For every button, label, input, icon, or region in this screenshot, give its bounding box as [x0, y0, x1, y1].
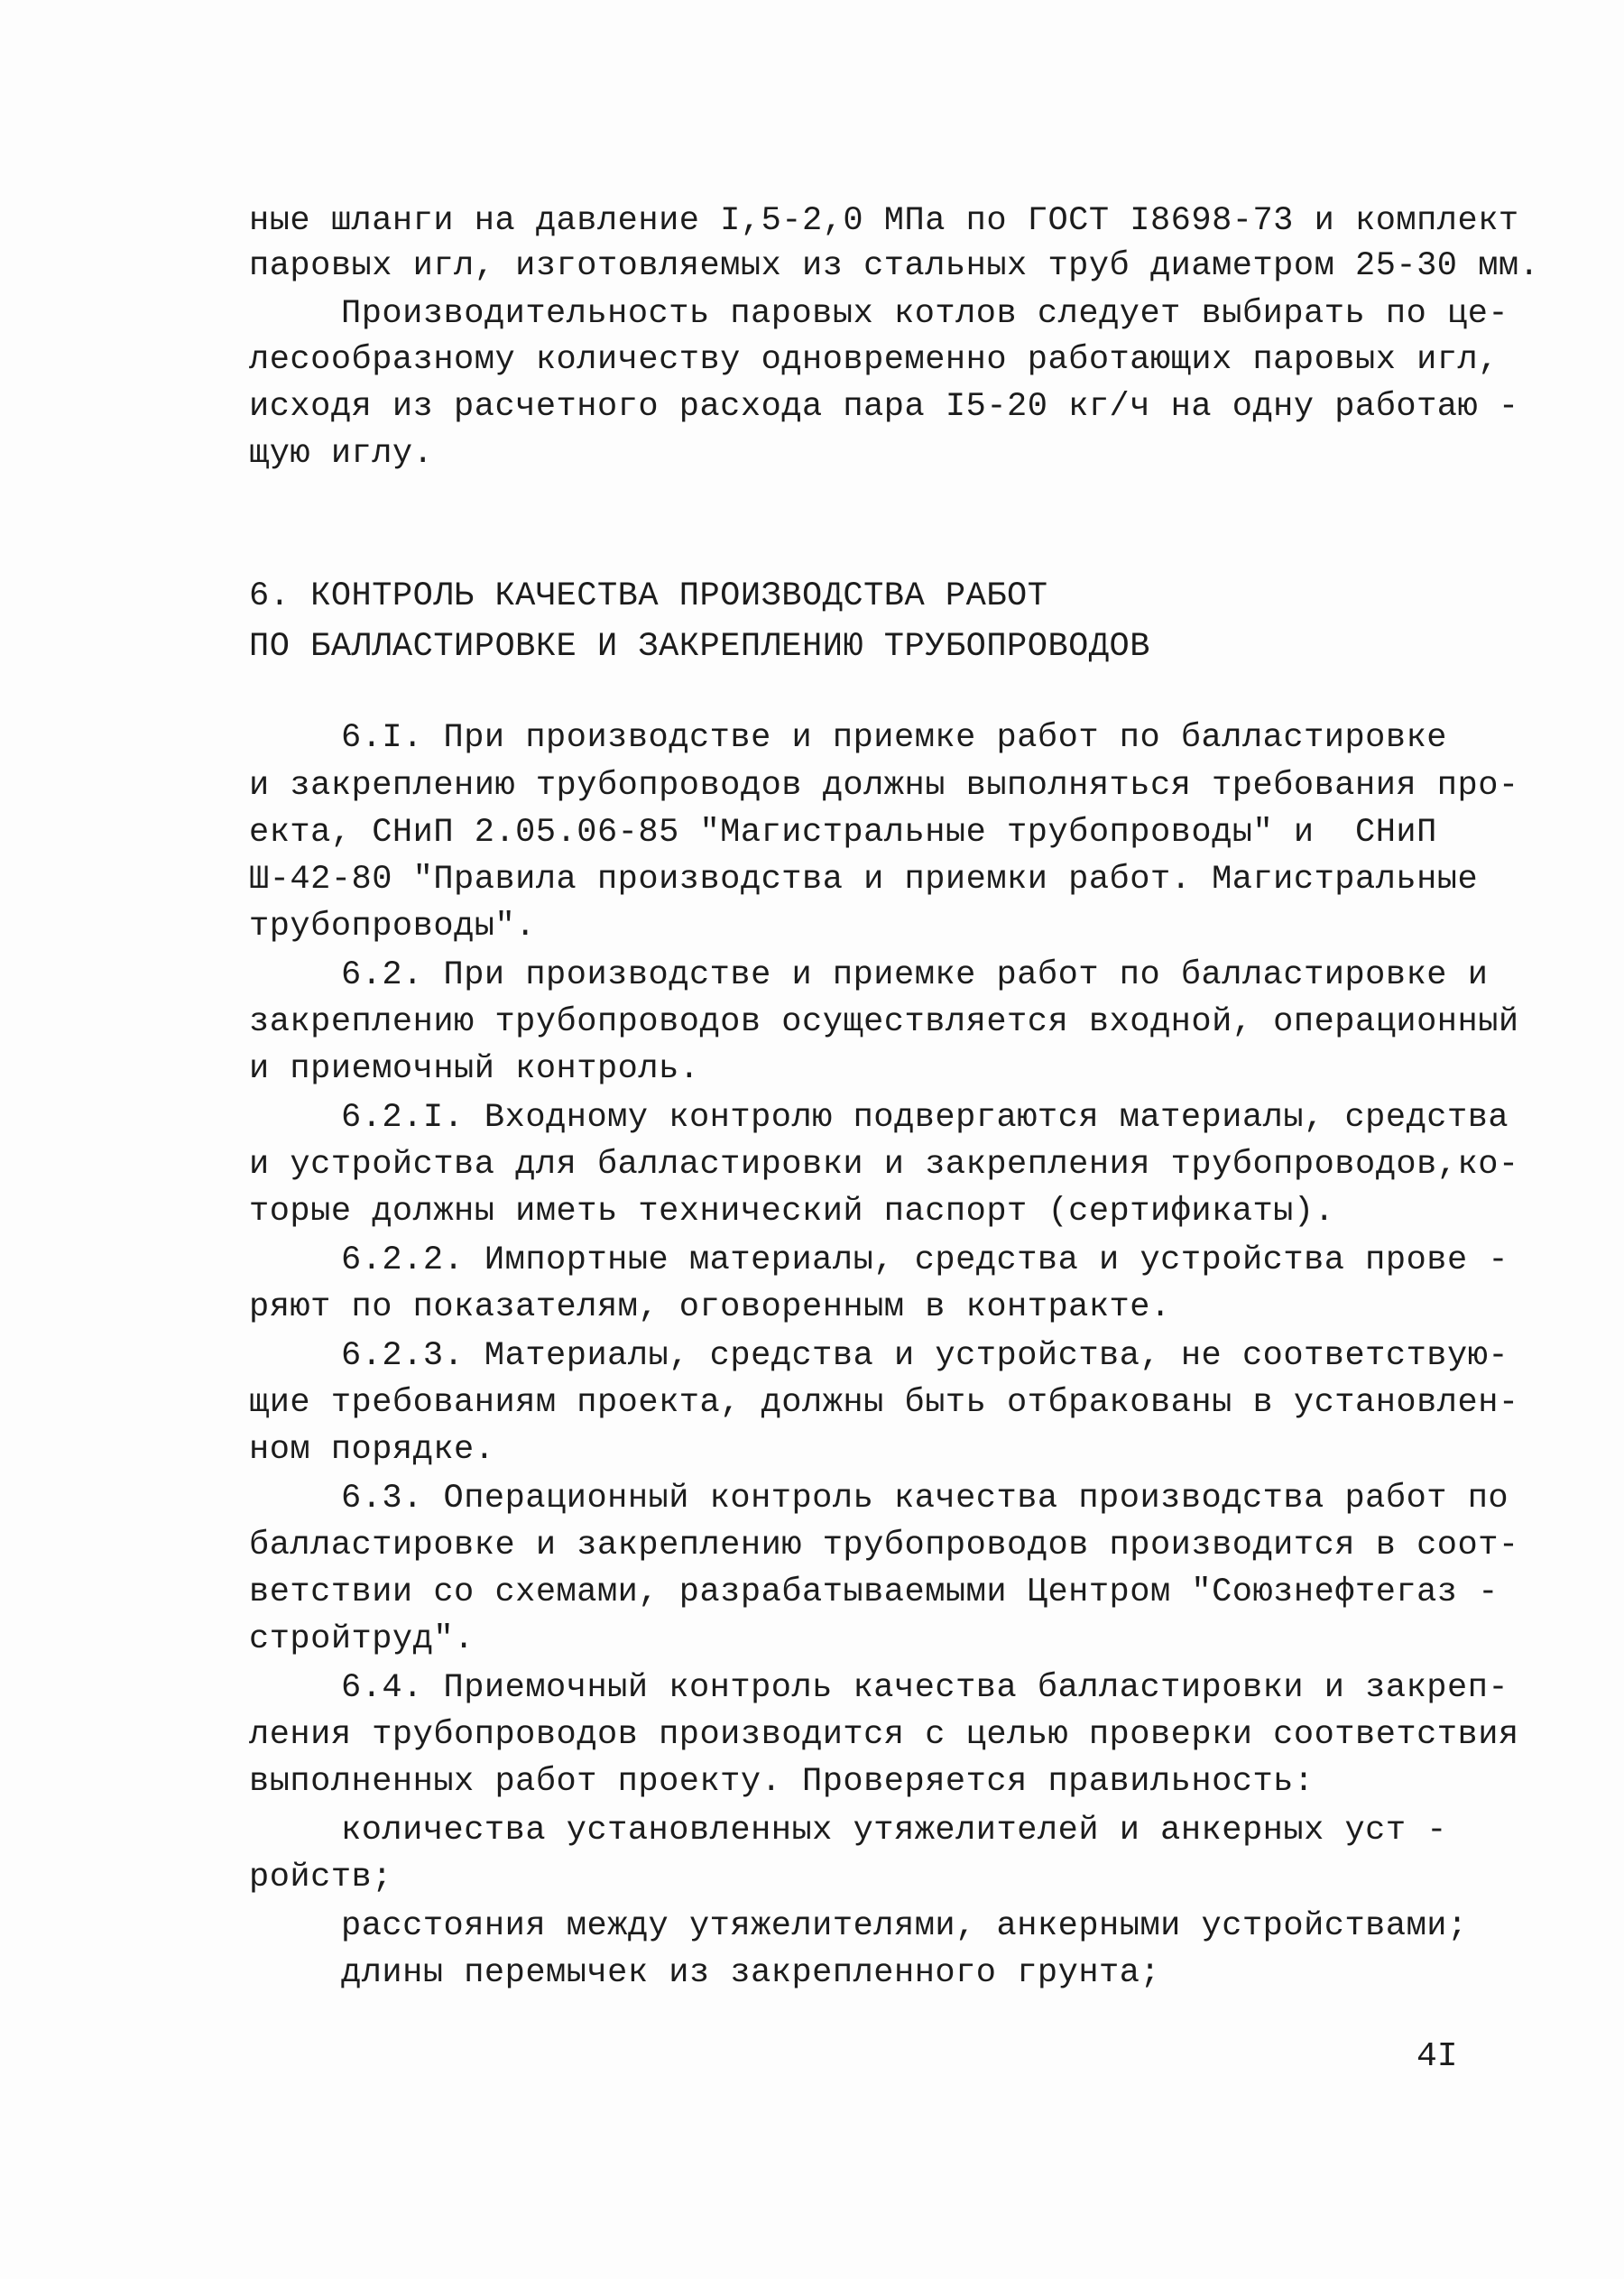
text-line: 6.I. При производстве и приемке работ по балластировке	[341, 719, 1447, 757]
text-line: исходя из расчетного расхода пара I5-20 кг/ч на одну работаю -	[249, 388, 1519, 426]
text-line: щие требованиям проекта, должны быть отбракованы в установлен-	[249, 1384, 1519, 1422]
text-line: выполненных работ проекту. Проверяется правильность:	[249, 1763, 1315, 1801]
text-line: ные шланги на давление I,5-2,0 МПа по ГОСТ I8698-73 и комплект	[249, 202, 1519, 240]
text-line: ном порядке.	[249, 1431, 495, 1469]
text-line: балластировке и закреплению трубопроводов производится в соот-	[249, 1527, 1519, 1564]
text-line: трубопроводы".	[249, 908, 536, 946]
text-line: стройтруд".	[249, 1620, 475, 1658]
text-line: 6.4. Приемочный контроль качества балластировки и закреп-	[341, 1669, 1509, 1707]
page-number: 4I	[1416, 2037, 1458, 2076]
text-line: лесообразному количеству одновременно работающих паровых игл,	[249, 341, 1499, 379]
text-line: 6.2.I. Входному контролю подвергаются материалы, средства	[341, 1099, 1509, 1137]
text-line: и приемочный контроль.	[249, 1050, 700, 1088]
text-line: торые должны иметь технический паспорт (сертификаты).	[249, 1193, 1335, 1231]
section-heading: ПО БАЛЛАСТИРОВКЕ И ЗАКРЕПЛЕНИЮ ТРУБОПРОВОДОВ	[249, 628, 1150, 666]
text-line: щую иглу.	[249, 435, 434, 473]
text-line: расстояния между утяжелителями, анкерными устройствами;	[341, 1907, 1468, 1945]
text-line: количества установленных утяжелителей и анкерных уст -	[341, 1812, 1447, 1850]
text-line: и закреплению трубопроводов должны выполняться требования про-	[249, 767, 1519, 805]
text-line: и устройства для балластировки и закрепления трубопроводов,ко-	[249, 1146, 1519, 1184]
text-line: 6.2.2. Импортные материалы, средства и устройства прове -	[341, 1241, 1509, 1279]
text-line: закреплению трубопроводов осуществляется входной, операционный	[249, 1003, 1519, 1041]
text-line: длины перемычек из закрепленного грунта;	[341, 1954, 1161, 1992]
text-line: Производительность паровых котлов следует выбирать по це-	[341, 295, 1509, 333]
text-line: ройств;	[249, 1859, 392, 1896]
text-line: 6.2. При производстве и приемке работ по балластировке и	[341, 956, 1489, 994]
text-line: ления трубопроводов производится с целью проверки соответствия	[249, 1716, 1519, 1754]
section-heading: 6. КОНТРОЛЬ КАЧЕСТВА ПРОИЗВОДСТВА РАБОТ	[249, 577, 1048, 615]
text-line: ряют по показателям, оговоренным в контракте.	[249, 1288, 1171, 1326]
text-line: 6.3. Операционный контроль качества производства работ по	[341, 1480, 1509, 1518]
text-line: 6.2.3. Материалы, средства и устройства, не соответствую-	[341, 1337, 1509, 1375]
text-line: екта, СНиП 2.05.06-85 "Магистральные трубопроводы" и СНиП	[249, 814, 1437, 852]
text-line: ветствии со схемами, разрабатываемыми Центром "Союзнефтегаз -	[249, 1573, 1499, 1611]
text-line: Ш-42-80 "Правила производства и приемки работ. Магистральные	[249, 861, 1479, 899]
text-line: паровых игл, изготовляемых из стальных труб диаметром 25-30 мм.	[249, 247, 1540, 285]
